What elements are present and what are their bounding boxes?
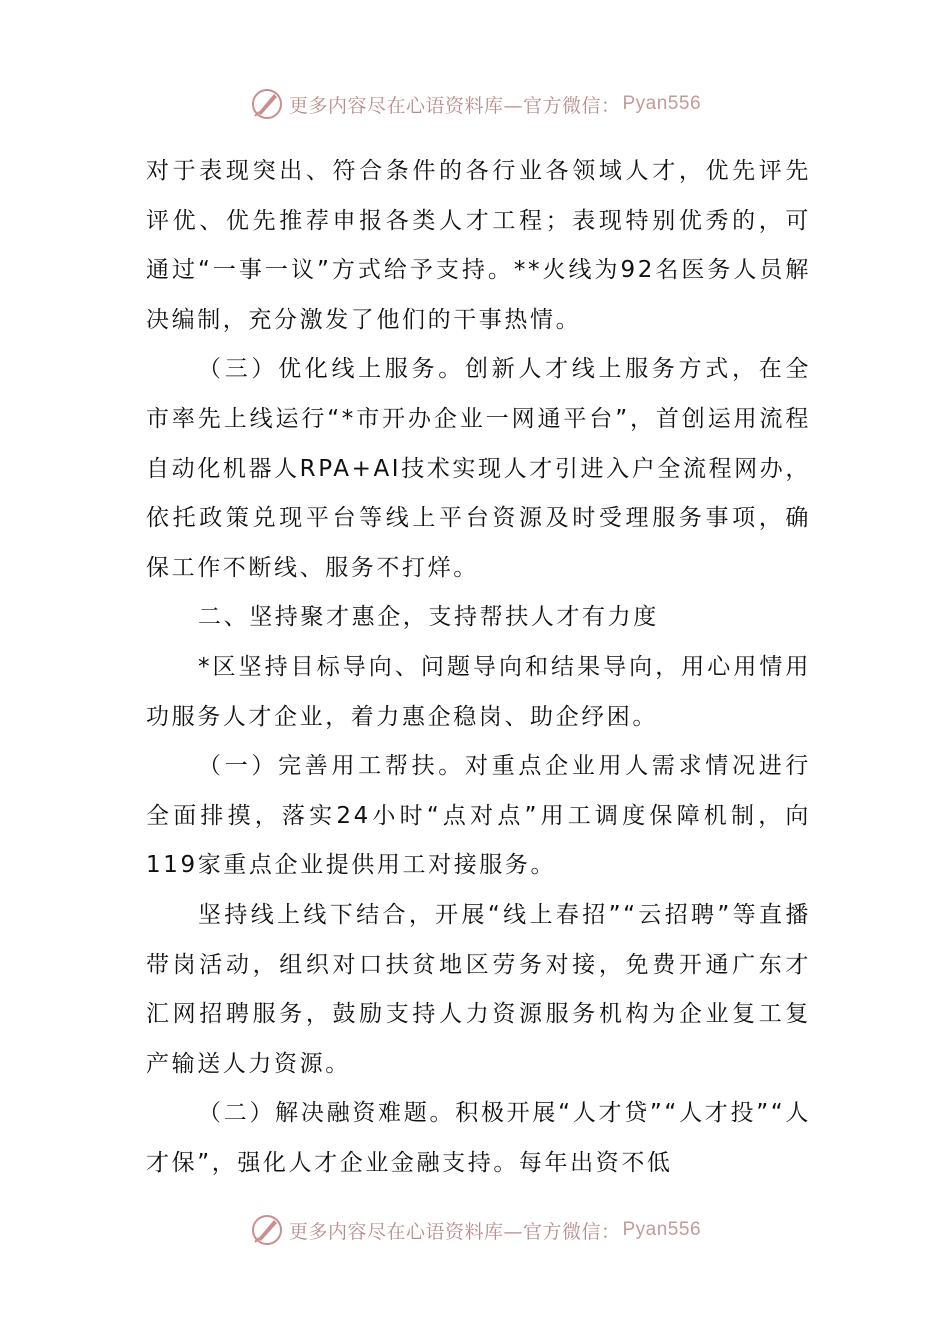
- paragraph-6: 坚持线上线下结合，开展“线上春招”“云招聘”等直播带岗活动，组织对口扶贫地区劳务对接，免费开通广东才汇网招聘服务，鼓励支持人力资源服务机构为企业复工复产输送人力资源。: [146, 901, 811, 1077]
- paragraph-7: （二）解决融资难题。积极开展“人才贷”“人才投”“人才保”，强化人才企业金融支持。每年出资不低: [146, 1100, 811, 1176]
- header-banner: [0, 84, 950, 124]
- wechat-id: Pyan556: [622, 93, 702, 114]
- banner-text: 更多内容尽在心语资料库—官方微信：: [288, 1220, 621, 1243]
- paragraph-1: 对于表现突出、符合条件的各行业各领域人才，优先评先评优、优先推荐申报各类人才工程；表现特别优秀的，可通过“一事一议”方式给予支持。**火线为92名医务人员解决编制，充分激发了他们的干事热情。: [146, 158, 811, 333]
- banner-text: 更多内容尽在心语资料库—官方微信：: [288, 94, 621, 117]
- paragraph-2: （三）优化线上服务。创新人才线上服务方式，在全市率先上线运行“*市开办企业一网通平台”，首创运用流程自动化机器人RPA+AI技术实现人才引进入户全流程网办，依托政策兑现平台等线上平台资源及时受理服务事项，确保工作不断线、服务不打烊。: [146, 356, 811, 581]
- wechat-id: Pyan556: [622, 1219, 702, 1240]
- quill-pen-logo-icon: [249, 1212, 285, 1248]
- paragraph-4: *区坚持目标导向、问题导向和结果导向，用心用情用功服务人才企业，着力惠企稳岗、助企纾困。: [146, 653, 811, 730]
- section-heading: 二、坚持聚才惠企，支持帮扶人才有力度: [198, 604, 659, 631]
- document-body: [146, 147, 811, 1188]
- paragraph-5: （一）完善用工帮扶。对重点企业用人需求情况进行全面排摸，落实24小时“点对点”用工调度保障机制，向119家重点企业提供用工对接服务。: [146, 753, 811, 879]
- footer-banner: [0, 1210, 950, 1250]
- quill-pen-logo-icon: [249, 86, 285, 122]
